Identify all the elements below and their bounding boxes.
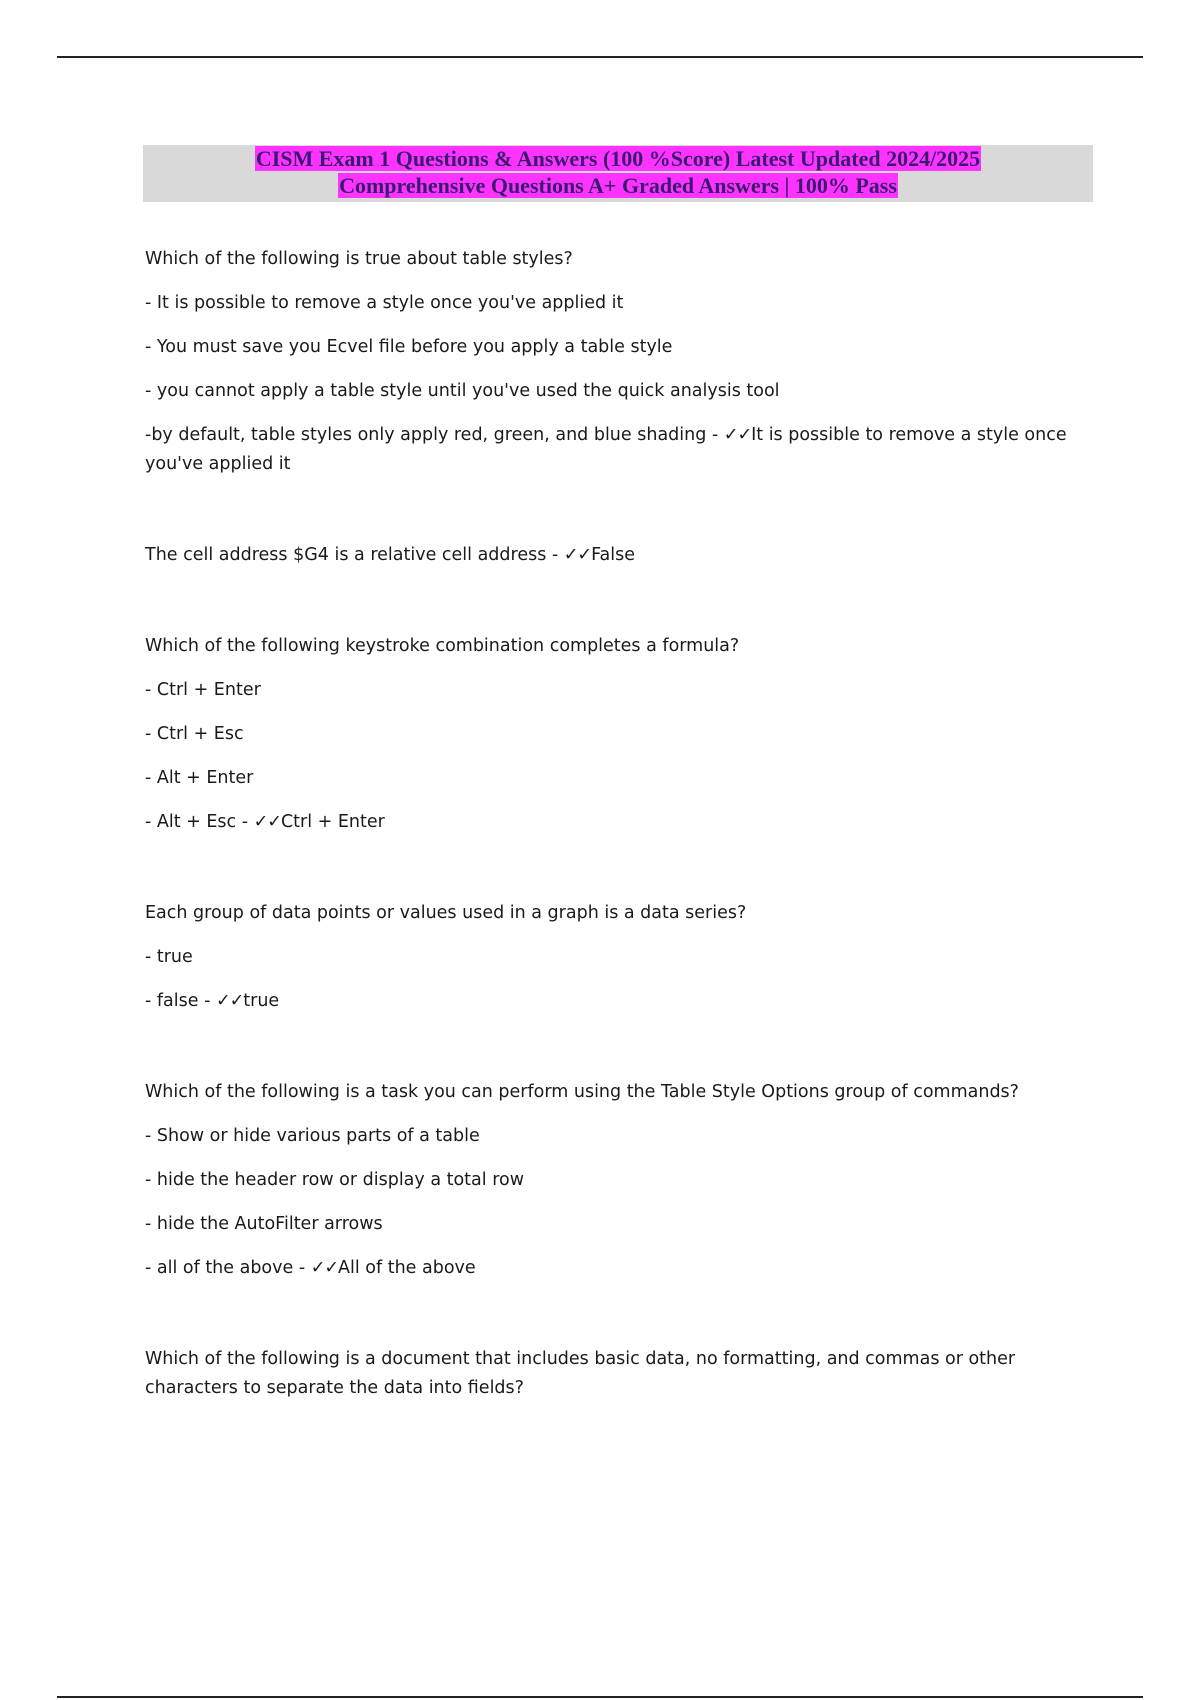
answer-option: - Alt + Enter [145,768,254,788]
answer-option: - you cannot apply a table style until you've used the quick analysis tool [145,381,780,401]
question-text: Which of the following is true about table styles? [145,249,573,269]
question-text: The cell address $G4 is a relative cell address - [145,545,564,565]
answer-option: - You must save you Ecvel file before you apply a table style [145,337,673,357]
answer-option-with-answer [145,1254,1095,1283]
title-line-2: Comprehensive Questions A+ Graded Answers | 100% Pass [339,173,897,198]
answer-option-with-answer [145,987,1095,1016]
option-text: - all of the above - [145,1258,311,1278]
checkmark-icon: ✓✓ [310,1258,339,1278]
correct-answer: Ctrl + Enter [280,812,385,832]
checkmark-icon: ✓✓ [215,991,244,1011]
checkmark-icon: ✓✓ [253,812,281,832]
document-title [143,145,1093,202]
qa-block [145,541,1095,570]
qa-block [145,1345,1095,1403]
answer-option-with-answer [145,808,1095,837]
qa-block [145,632,1095,837]
question-text: Each group of data points or values used in a graph is a data series? [145,903,747,923]
document-body [145,245,1095,1403]
correct-answer: It is possible to remove a style once you've applied it [145,425,1067,474]
correct-answer: All of the above [338,1258,476,1278]
footer-rule [57,1696,1143,1698]
question-with-answer [145,541,1095,570]
header-rule [57,56,1143,58]
title-line-1: CISM Exam 1 Questions & Answers (100 %Score) Latest Updated 2024/2025 [255,146,981,171]
question-text: Which of the following keystroke combination completes a formula? [145,636,740,656]
answer-option-with-answer [145,421,1095,479]
question-text: Which of the following is a task you can perform using the Table Style Options group of commands? [145,1082,1019,1102]
correct-answer: true [243,991,280,1011]
answer-option: - Show or hide various parts of a table [145,1126,480,1146]
answer-option: - hide the AutoFilter arrows [145,1214,383,1234]
qa-block [145,899,1095,1016]
qa-block [145,245,1095,479]
question-text: Which of the following is a document that includes basic data, no formatting, and commas or other characters to separate the data into fields? [145,1349,1016,1398]
checkmark-icon: ✓✓ [563,545,592,565]
answer-option: - Ctrl + Esc [145,724,244,744]
answer-option: - Ctrl + Enter [145,680,261,700]
option-text: - false - [145,991,216,1011]
option-text: -by default, table styles only apply red, green, and blue shading - [145,425,724,445]
correct-answer: False [591,545,636,565]
answer-option: - It is possible to remove a style once you've applied it [145,293,624,313]
checkmark-icon: ✓✓ [723,425,752,445]
qa-block [145,1078,1095,1283]
answer-option: - true [145,947,193,967]
answer-option: - hide the header row or display a total row [145,1170,525,1190]
option-text: - Alt + Esc - [145,812,254,832]
